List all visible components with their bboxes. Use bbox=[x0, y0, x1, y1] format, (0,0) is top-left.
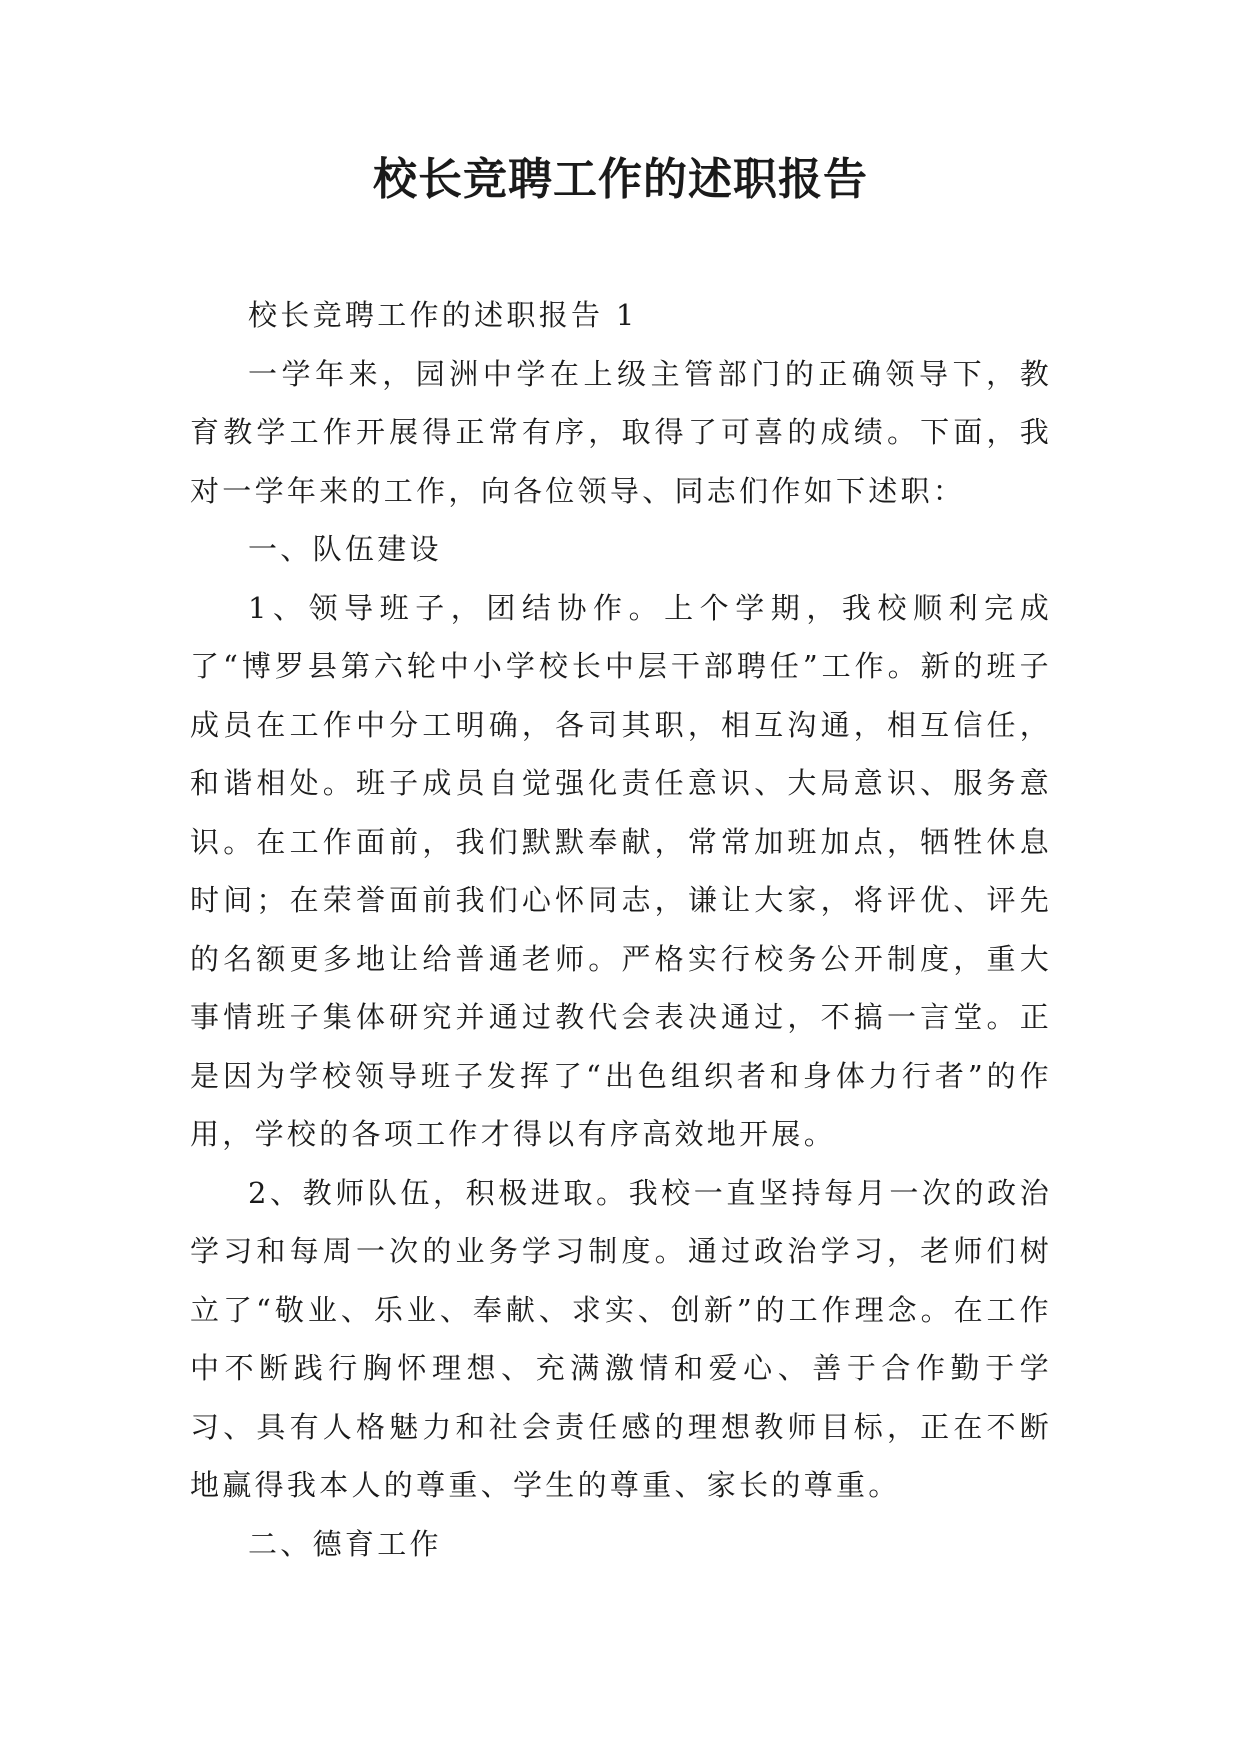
document-title: 校长竞聘工作的述职报告 bbox=[373, 154, 868, 205]
section-heading-team-building: 一、队伍建设 bbox=[248, 532, 442, 566]
intro-paragraph: 一学年来，园洲中学在上级主管部门的正确领导下，教育教学工作开展得正常有序，取得了可喜的成绩。下面，我对一学年来的工作，向各位领导、同志们作如下述职： bbox=[190, 356, 1052, 508]
paragraph-teacher-team: 2、教师队伍，积极进取。我校一直坚持每月一次的政治学习和每周一次的业务学习制度。通过政治学习，老师们树立了“敬业、乐业、奉献、求实、创新”的工作理念。在工作中不断践行胸怀理想、充满激情和爱心、善于合作勤于学习、具有人格魅力和社会责任感的理想教师目标，正在不断地赢得我本人的尊重、学生的尊重、家长的尊重。 bbox=[190, 1175, 1052, 1502]
paragraph-leadership-team: 1、领导班子，团结协作。上个学期，我校顺利完成了“博罗县第六轮中小学校长中层干部聘任”工作。新的班子成员在工作中分工明确，各司其职，相互沟通，相互信任，和谐相处。班子成员自觉强化责任意识、大局意识、服务意识。在工作面前，我们默默奉献，常常加班加点，牺牲休息时间；在荣誉面前我们心怀同志，谦让大家，将评优、评先的名额更多地让给普通老师。严格实行校务公开制度，重大事情班子集体研究并通过教代会表决通过，不搞一言堂。正是因为学校领导班子发挥了“出色组织者和身体力行者”的作用，学校的各项工作才得以有序高效地开展。 bbox=[190, 590, 1052, 1151]
document-body bbox=[190, 286, 1052, 1573]
section-heading-moral-education: 二、德育工作 bbox=[248, 1526, 442, 1561]
report-heading: 校长竞聘工作的述职报告 1 bbox=[248, 298, 638, 332]
